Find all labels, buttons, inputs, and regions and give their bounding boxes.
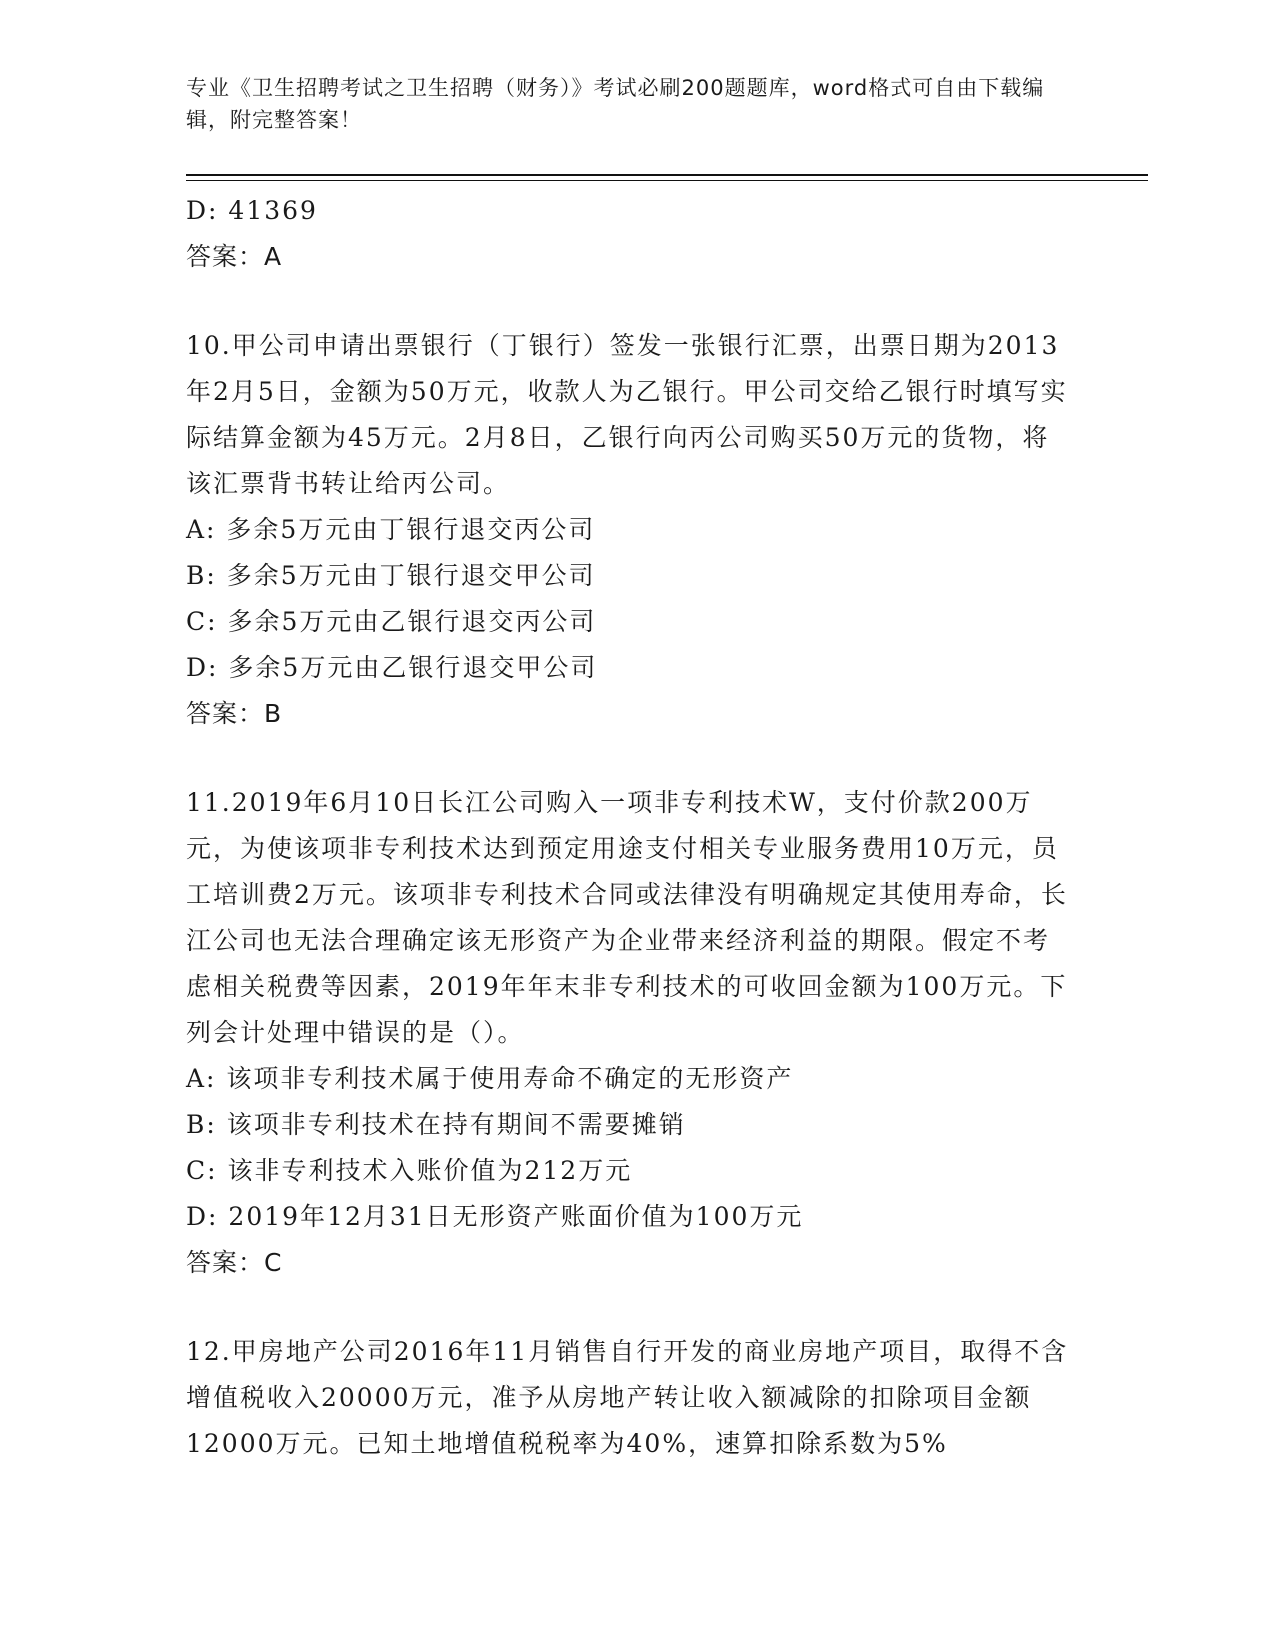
option-d: D: 2019年12月31日无形资产账面价值为100万元: [186, 1202, 804, 1231]
option-a: A: 该项非专利技术属于使用寿命不确定的无形资产: [186, 1064, 794, 1093]
option-d: D: 41369: [186, 196, 318, 225]
spacer: [186, 1286, 1076, 1329]
document-body: [186, 188, 1076, 1467]
question-9-tail: [186, 188, 1076, 280]
option-c: C: 该非专利技术入账价值为212万元: [186, 1156, 633, 1185]
answer-line: 答案：C: [186, 1248, 283, 1277]
question-stem: 11.2019年6月10日长江公司购入一项非专利技术W，支付价款200万元，为使该项非专利技术达到预定用途支付相关专业服务费用10万元，员工培训费2万元。该项非专利技术合同或法律没有明确规定其使用寿命，长江公司也无法合理确定该无形资产为企业带来经济利益的期限。假定不考虑相关税费等因素，2019年年末非专利技术的可收回金额为100万元。下列会计处理中错误的是（）。: [186, 788, 1068, 1047]
answer-line: 答案：A: [186, 242, 283, 271]
option-b: B: 多余5万元由丁银行退交甲公司: [186, 561, 596, 590]
header-rule-thin: [186, 180, 1148, 181]
question-stem: 10.甲公司申请出票银行（丁银行）签发一张银行汇票，出票日期为2013年2月5日，金额为50万元，收款人为乙银行。甲公司交给乙银行时填写实际结算金额为45万元。2月8日，乙银行向丙公司购买50万元的货物，将该汇票背书转让给丙公司。: [186, 331, 1068, 498]
header-rule-thick: [186, 174, 1148, 176]
option-c: C: 多余5万元由乙银行退交丙公司: [186, 607, 597, 636]
option-b: B: 该项非专利技术在持有期间不需要摊销: [186, 1110, 686, 1139]
option-a: A: 多余5万元由丁银行退交丙公司: [186, 515, 596, 544]
question-11: [186, 780, 1076, 1286]
question-12: [186, 1329, 1076, 1467]
option-d: D: 多余5万元由乙银行退交甲公司: [186, 653, 598, 682]
question-stem: 12.甲房地产公司2016年11月销售自行开发的商业房地产项目，取得不含增值税收入20000万元，准予从房地产转让收入额减除的扣除项目金额12000万元。已知土地增值税税率为40%，速算扣除系数为5%: [186, 1337, 1069, 1458]
spacer: [186, 737, 1076, 780]
document-header: 专业《卫生招聘考试之卫生招聘（财务）》考试必刷200题题库，word格式可自由下载编辑，附完整答案！: [186, 76, 1045, 132]
spacer: [186, 280, 1076, 323]
question-10: [186, 323, 1076, 737]
answer-line: 答案：B: [186, 699, 283, 728]
